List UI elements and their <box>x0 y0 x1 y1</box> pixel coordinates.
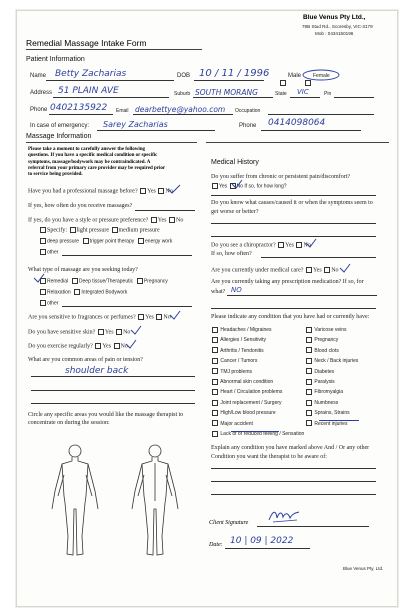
q-style-preference: If yes, do you have a style or pressure preference? <box>28 217 149 224</box>
intro-line: to service being provided. <box>28 172 83 178</box>
condition-item[interactable]: Fibromyalgia <box>305 387 358 397</box>
check-mark <box>130 325 142 336</box>
q-chronic-pain: Do you suffer from chronic or persistent pain/discomfort? <box>211 174 351 180</box>
state-line <box>290 97 320 98</box>
condition-item[interactable]: Neck / Back injuries <box>305 356 358 366</box>
q-circle-line: Circle any specific areas you would like the massage therapist to <box>28 412 184 418</box>
check-mark <box>305 238 317 248</box>
yes-checkbox[interactable] <box>151 217 157 223</box>
medium-checkbox[interactable] <box>112 227 118 233</box>
date-line <box>225 548 310 549</box>
condition-item[interactable]: Lack of or reduced feeling / Sensation <box>211 429 304 439</box>
remedial-label: Remedial <box>47 278 69 285</box>
condition-item[interactable]: Blood clots <box>305 346 358 356</box>
relaxation-checkbox[interactable] <box>40 289 46 295</box>
yes-checkbox[interactable] <box>140 188 146 194</box>
male-checkbox[interactable] <box>280 80 286 86</box>
relaxation-label: Relaxation <box>47 289 71 296</box>
q-circle-line: concentrate on during the session: <box>28 420 110 426</box>
condition-item[interactable]: Abnormal skin condition <box>211 377 304 387</box>
deep-tissue-label: Deep tissue/Therapeutic <box>78 278 134 285</box>
q-pain-areas: What are you common areas of pain or tension? <box>28 357 143 363</box>
patient-info-heading: Patient Information <box>26 56 85 63</box>
q-explain-line: Explain any condition you have marked above And / Or any other <box>211 445 370 451</box>
q-conditions: Please indicate any condition that you have had or currently have: <box>211 314 370 320</box>
name-value[interactable]: Betty Zacharias <box>55 69 127 79</box>
condition-item[interactable]: Paralysis <box>305 377 358 387</box>
female-circle-mark <box>301 69 341 81</box>
chronic-sub-label: No If so, for how long? <box>236 183 287 190</box>
condition-item[interactable]: Headaches / Migraines <box>211 325 304 335</box>
how-often-line <box>135 210 195 211</box>
email-line <box>133 114 233 115</box>
dob-value[interactable]: 10 / 11 / 1996 <box>199 68 270 79</box>
deep-label: deep pressure <box>47 238 79 245</box>
q-prescription: Are you currently taking any prescription medication? If so, for <box>211 279 364 285</box>
trigger-label: trigger point therapy <box>89 238 135 245</box>
emergency-phone-line <box>261 130 361 131</box>
other-label: other <box>47 300 59 307</box>
condition-item[interactable]: Joint replacement / Surgery <box>211 398 304 408</box>
condition-item[interactable]: Diabetes <box>305 367 358 377</box>
medical-history-heading: Medical History <box>211 159 259 166</box>
address-line <box>53 97 169 98</box>
divider <box>206 142 389 143</box>
q-exercise: Do you exercise regularly? <box>28 343 93 350</box>
q-massage-type: What type of massage are you seeking today? <box>28 267 138 273</box>
q-fragrance: Are you sensitive to fragrances or perfumes? <box>28 314 136 321</box>
signature-line <box>257 526 369 527</box>
strike-mark <box>319 420 359 421</box>
no-label: No <box>123 329 131 336</box>
body-back-figure[interactable] <box>125 441 185 561</box>
yes-checkbox[interactable] <box>95 343 101 349</box>
condition-item[interactable]: Pregnancy <box>305 335 358 345</box>
email-label: Email <box>116 108 129 114</box>
q-sensitive-skin: Do you have sensitive skin? <box>28 329 96 336</box>
check-mark <box>33 273 45 284</box>
yes-label: Yes <box>219 183 228 190</box>
company-name: Blue Venus Pty Ltd., <box>303 14 366 21</box>
check-mark <box>169 310 181 321</box>
conditions-left-list <box>211 325 304 439</box>
condition-item[interactable]: TMJ problems <box>211 367 304 377</box>
q-prescription-what: what? <box>211 289 226 295</box>
massage-intro <box>28 147 165 178</box>
condition-item[interactable]: Major accident <box>211 419 304 429</box>
condition-item[interactable]: Varicose veins <box>305 325 358 335</box>
phone-value[interactable]: 0402135922 <box>50 103 108 113</box>
light-checkbox[interactable] <box>70 227 76 233</box>
footer-company: Blue Venus Pty. Ltd. <box>343 566 384 571</box>
prescription-answer[interactable]: NO <box>231 286 242 294</box>
no-checkbox[interactable] <box>114 343 120 349</box>
suburb-value[interactable]: SOUTH MORANG <box>195 88 258 97</box>
deep-checkbox[interactable] <box>40 238 46 244</box>
no-checkbox[interactable] <box>169 217 175 223</box>
suburb-line <box>193 97 273 98</box>
emergency-phone-label: Phone <box>239 123 257 129</box>
dob-label: DOB <box>177 73 191 79</box>
no-checkbox[interactable] <box>324 267 330 273</box>
intro-line: symptoms, massage/bodywork may be contraindicated. A <box>28 159 151 165</box>
q-causes <box>211 199 373 217</box>
address-label: Address <box>30 90 53 96</box>
q-medical-care: Are you currently under medical care? <box>211 267 304 274</box>
no-label: No <box>120 343 128 350</box>
check-mark <box>125 339 137 350</box>
no-label: No <box>163 314 171 321</box>
yes-checkbox[interactable] <box>98 329 104 335</box>
condition-item[interactable]: Numbness <box>305 398 358 408</box>
company-mobile: Mob : 0434150196 <box>315 31 354 36</box>
yes-label: Yes <box>285 242 294 249</box>
emergency-value[interactable]: Sarey Zacharias <box>103 120 168 129</box>
energy-checkbox[interactable] <box>138 238 144 244</box>
light-label: light pressure <box>76 227 109 234</box>
deep-tissue-checkbox[interactable] <box>72 278 78 284</box>
emergency-phone-value[interactable]: 0414098064 <box>268 118 326 128</box>
occupation-line <box>268 114 374 115</box>
pregnancy-label: Pregnancy <box>143 278 168 285</box>
strike-mark <box>231 431 279 432</box>
answer-line <box>227 295 377 296</box>
q-chiro-often: If so, how often? <box>211 251 252 257</box>
q-professional-massage: Have you had a professional massage before? <box>28 188 138 195</box>
medium-label: medium pressure <box>118 227 160 234</box>
email-value[interactable]: dearbettye@yahoo.com <box>135 105 226 114</box>
pin-line <box>334 97 374 98</box>
answer-line <box>211 481 376 482</box>
no-label: No <box>303 242 311 249</box>
answer-line <box>211 308 376 309</box>
yes-label: Yes <box>147 188 156 195</box>
no-checkbox[interactable] <box>156 314 162 320</box>
massage-info-heading: Massage Information <box>26 133 92 140</box>
no-checkbox[interactable] <box>296 242 302 248</box>
phone-label: Phone <box>30 107 48 113</box>
name-label: Name <box>30 73 47 79</box>
integrated-label: Integrated Bodywork <box>81 289 128 296</box>
pain-line <box>31 376 195 377</box>
dob-line <box>194 80 264 81</box>
pain-line <box>31 390 195 391</box>
intro-line: referral from your primary care provider may be required prior <box>28 165 166 171</box>
no-label: No <box>331 267 339 274</box>
divider <box>26 142 197 143</box>
pregnancy-checkbox[interactable] <box>137 278 143 284</box>
energy-label: energy work <box>145 238 173 245</box>
q-explain <box>211 444 369 462</box>
state-value[interactable]: VIC <box>297 88 309 96</box>
name-line <box>46 80 174 81</box>
female-label: Female <box>313 73 330 79</box>
other-type-line <box>62 306 192 307</box>
pain-areas-answer[interactable]: shoulder back <box>65 366 129 376</box>
condition-item[interactable]: Arthritis / Tendonitis <box>211 346 304 356</box>
yes-label: Yes <box>157 217 167 224</box>
check-mark <box>339 263 351 273</box>
date-value[interactable]: 10 | 09 | 2022 <box>230 536 294 546</box>
pin-label: Pin <box>324 91 332 97</box>
no-checkbox[interactable] <box>158 188 164 194</box>
other-line <box>62 255 192 256</box>
answer-line <box>211 468 376 469</box>
yes-checkbox[interactable] <box>278 242 284 248</box>
signature-scribble[interactable] <box>267 508 301 524</box>
company-address: 78B Stud Rd., Scoresby, VIC-3179 <box>302 24 373 29</box>
q-causes-line: get worse or better? <box>211 209 259 215</box>
conditions-right-list <box>305 325 358 429</box>
q-chiropractor: Do you see a chiropractor? <box>211 242 276 249</box>
emergency-line <box>97 130 215 131</box>
no-label: No <box>165 188 173 195</box>
divider <box>26 49 202 50</box>
yes-label: Yes <box>104 329 114 336</box>
q-how-often: If yes, how often do you receive massages? <box>28 203 133 209</box>
condition-item[interactable]: Allergies / Sensitivity <box>211 335 304 345</box>
trigger-checkbox[interactable] <box>83 238 89 244</box>
yes-label: Yes <box>102 343 112 350</box>
q-circle-areas <box>28 411 183 427</box>
q-causes-line: Do you know what causes/caused it or when the symptoms seem to <box>211 200 373 206</box>
specify-label: Specify: <box>47 227 67 234</box>
male-label: Male <box>288 73 302 79</box>
no-label: No <box>176 217 184 224</box>
date-label: Date: <box>209 542 223 548</box>
suburb-label: Suburb <box>174 91 191 97</box>
phone-line <box>49 114 113 115</box>
q-explain-line: Condition you want the therapist to be aware of: <box>211 454 327 460</box>
condition-item[interactable]: High/Low blood pressure <box>211 408 304 418</box>
yes-checkbox[interactable] <box>212 183 218 189</box>
yes-label: Yes <box>312 267 322 274</box>
pain-line <box>31 403 195 404</box>
integrated-checkbox[interactable] <box>74 289 80 295</box>
intro-line: Please take a moment to carefully answer the following <box>28 147 146 152</box>
check-mark <box>167 184 181 195</box>
check-mark <box>231 179 243 189</box>
signature-label: Client Signature <box>209 520 249 526</box>
specify-checkbox[interactable] <box>40 227 46 233</box>
no-checkbox[interactable] <box>116 329 122 335</box>
body-front-figure[interactable] <box>45 441 105 561</box>
other-checkbox[interactable] <box>40 249 46 255</box>
intro-line: questions. If you have a specific medical condition or specific <box>28 153 158 159</box>
yes-checkbox[interactable] <box>138 314 144 320</box>
answer-line <box>211 223 376 224</box>
other-label: other <box>47 249 59 256</box>
answer-line <box>261 257 376 258</box>
yes-checkbox[interactable] <box>306 267 312 273</box>
condition-item[interactable]: Heart / Circulation problems <box>211 387 304 397</box>
emergency-label: In case of emergency: <box>30 123 90 129</box>
condition-item[interactable]: Cancer / Tumors <box>211 356 304 366</box>
other-type-checkbox[interactable] <box>40 300 46 306</box>
intake-form-page <box>16 10 398 607</box>
form-title: Remedial Massage Intake Form <box>26 38 147 48</box>
yes-label: Yes <box>145 314 154 321</box>
condition-item[interactable]: Sprains, Strains <box>305 408 358 418</box>
occupation-label: Occupation <box>235 108 261 114</box>
answer-line <box>211 236 376 237</box>
address-value[interactable]: 51 PLAIN AVE <box>58 86 119 96</box>
answer-line <box>211 494 376 495</box>
state-label: State <box>275 91 287 97</box>
answer-line <box>211 195 376 196</box>
condition-item[interactable]: Recent injuries <box>305 419 358 429</box>
